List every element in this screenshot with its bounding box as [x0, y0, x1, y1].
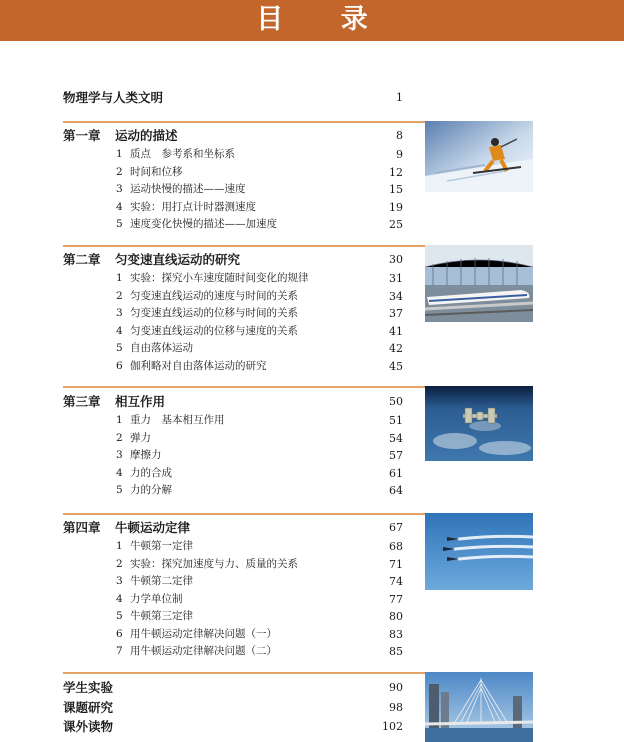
- section-title: 伽利略对自由落体运动的研究: [130, 359, 267, 372]
- appendix-entry[interactable]: [63, 717, 403, 737]
- section-number: 6: [116, 359, 123, 372]
- section-page: 80: [389, 610, 403, 623]
- section-title: 实验：用打点计时器测速度: [130, 200, 256, 213]
- chapter-title: 运动的描述: [115, 128, 178, 143]
- section-title: 匀变速直线运动的位移与时间的关系: [130, 307, 298, 319]
- section-number: 1: [116, 148, 123, 160]
- maglev-train-photo: [425, 245, 533, 322]
- bridge-photo: [425, 672, 533, 742]
- section-number: 1: [116, 414, 123, 426]
- appendix-title: 课外读物: [63, 719, 114, 734]
- chapter-3: [63, 392, 403, 500]
- intro-title: 物理学与人类文明: [63, 90, 164, 105]
- section-entry[interactable]: [63, 608, 403, 626]
- section-entry[interactable]: [63, 447, 403, 465]
- section-title: 时间和位移: [130, 165, 183, 178]
- section-page: 45: [389, 359, 403, 373]
- appendix-list: [63, 678, 403, 737]
- section-entry[interactable]: [63, 199, 403, 217]
- section-page: 68: [389, 540, 403, 553]
- section-title: 用牛顿运动定律解决问题（一）: [130, 627, 277, 640]
- section-entry[interactable]: [63, 643, 403, 661]
- section-number: 3: [116, 183, 123, 195]
- chapter-page: 8: [396, 129, 403, 142]
- section-page: 83: [389, 627, 403, 641]
- section-page: 51: [389, 414, 403, 427]
- chapter-number: 第三章: [63, 394, 101, 409]
- appendix-entry[interactable]: [63, 678, 403, 698]
- intro-entry[interactable]: [63, 89, 403, 107]
- section-entry[interactable]: [63, 538, 403, 556]
- appendix-page: 102: [382, 720, 403, 733]
- section-title: 实验：探究小车速度随时间变化的规律: [130, 272, 309, 284]
- chapter-4: [63, 518, 403, 661]
- section-number: 5: [116, 610, 123, 622]
- section-title: 重力 基本相互作用: [130, 414, 225, 426]
- section-title: 匀变速直线运动的位移与速度的关系: [130, 324, 298, 337]
- chapter-2: [63, 250, 403, 375]
- section-entry[interactable]: [63, 591, 403, 609]
- section-title: 牛顿第二定律: [130, 575, 193, 587]
- section-number: 3: [116, 307, 123, 319]
- appendix-page: 90: [389, 681, 403, 694]
- section-entry[interactable]: [63, 482, 403, 500]
- space-station-photo: [425, 386, 533, 461]
- skier-photo: [425, 121, 533, 192]
- section-entry[interactable]: [63, 626, 403, 644]
- section-page: 61: [389, 466, 403, 480]
- section-entry[interactable]: [63, 164, 403, 182]
- section-page: 64: [389, 484, 403, 497]
- section-entry[interactable]: [63, 358, 403, 376]
- chapter-page: 67: [389, 521, 403, 534]
- section-number: 4: [116, 592, 123, 605]
- section-number: 2: [116, 165, 123, 178]
- section-page: 77: [389, 592, 403, 606]
- section-title: 匀变速直线运动的速度与时间的关系: [130, 289, 298, 302]
- appendix-title: 课题研究: [63, 699, 114, 715]
- page-title: 目 录: [256, 4, 392, 35]
- section-entry[interactable]: [63, 305, 403, 323]
- section-number: 5: [116, 484, 123, 496]
- chapter-title: 相互作用: [115, 394, 166, 409]
- section-title: 力学单位制: [130, 592, 183, 605]
- section-entry[interactable]: [63, 216, 403, 234]
- chapter-number: 第二章: [63, 252, 101, 267]
- section-page: 37: [389, 307, 403, 320]
- appendix-entry[interactable]: [63, 698, 403, 718]
- section-title: 牛顿第一定律: [130, 540, 193, 552]
- section-entry[interactable]: [63, 573, 403, 591]
- section-entry[interactable]: [63, 556, 403, 574]
- section-entry[interactable]: [63, 412, 403, 430]
- section-title: 用牛顿运动定律解决问题（二）: [130, 645, 277, 657]
- section-number: 4: [116, 324, 123, 337]
- section-title: 牛顿第三定律: [130, 610, 193, 622]
- section-number: 4: [116, 200, 123, 213]
- section-page: 19: [389, 200, 403, 214]
- section-title: 弹力: [130, 431, 151, 444]
- appendix-page: 98: [389, 700, 403, 714]
- section-title: 力的分解: [130, 484, 172, 496]
- section-page: 85: [389, 645, 403, 658]
- chapter-title: 匀变速直线运动的研究: [115, 252, 241, 267]
- section-page: 54: [389, 431, 403, 445]
- section-number: 5: [116, 218, 123, 230]
- section-entry[interactable]: [63, 323, 403, 341]
- chapter-1-heading[interactable]: [63, 126, 403, 146]
- section-title: 速度变化快慢的描述——加速度: [130, 218, 277, 230]
- section-number: 2: [116, 289, 123, 302]
- section-page: 57: [389, 449, 403, 462]
- chapter-3-heading[interactable]: [63, 392, 403, 412]
- section-entry[interactable]: [63, 146, 403, 164]
- section-title: 摩擦力: [130, 449, 162, 461]
- section-number: 4: [116, 466, 123, 479]
- section-number: 7: [116, 645, 123, 657]
- section-page: 34: [389, 289, 403, 303]
- section-page: 15: [389, 183, 403, 196]
- section-page: 31: [389, 272, 403, 285]
- chapter-number: 第一章: [63, 128, 101, 143]
- section-page: 25: [389, 218, 403, 231]
- section-number: 2: [116, 557, 123, 570]
- section-page: 9: [396, 148, 403, 161]
- section-page: 74: [389, 575, 403, 588]
- section-number: 1: [116, 272, 123, 284]
- section-entry[interactable]: [63, 465, 403, 483]
- appendix-title: 学生实验: [63, 680, 114, 695]
- jets-formation-photo: [425, 513, 533, 590]
- section-entry[interactable]: [63, 181, 403, 199]
- section-entry[interactable]: [63, 270, 403, 288]
- section-title: 力的合成: [130, 466, 172, 479]
- section-page: 41: [389, 324, 403, 338]
- section-number: 3: [116, 575, 123, 587]
- chapter-title: 牛顿运动定律: [115, 520, 191, 535]
- chapter-number: 第四章: [63, 520, 101, 535]
- chapter-4-heading[interactable]: [63, 518, 403, 538]
- section-number: 1: [116, 540, 123, 552]
- section-title: 运动快慢的描述——速度: [130, 183, 246, 195]
- chapter-2-heading[interactable]: [63, 250, 403, 270]
- section-title: 质点 参考系和坐标系: [130, 148, 235, 160]
- chapter-page: 50: [389, 395, 403, 408]
- section-number: 6: [116, 627, 123, 640]
- section-number: 3: [116, 449, 123, 461]
- section-title: 实验：探究加速度与力、质量的关系: [130, 557, 298, 570]
- section-number: 2: [116, 431, 123, 444]
- section-page: 42: [389, 342, 403, 355]
- intro-page: 1: [396, 91, 403, 104]
- section-page: 12: [389, 165, 403, 179]
- section-entry[interactable]: [63, 430, 403, 448]
- section-number: 5: [116, 342, 123, 354]
- section-page: 71: [389, 557, 403, 571]
- section-title: 自由落体运动: [130, 342, 193, 354]
- header-bar: [0, 0, 624, 41]
- chapter-page: 30: [389, 253, 403, 266]
- chapter-1: [63, 126, 403, 234]
- section-entry[interactable]: [63, 288, 403, 306]
- section-entry[interactable]: [63, 340, 403, 358]
